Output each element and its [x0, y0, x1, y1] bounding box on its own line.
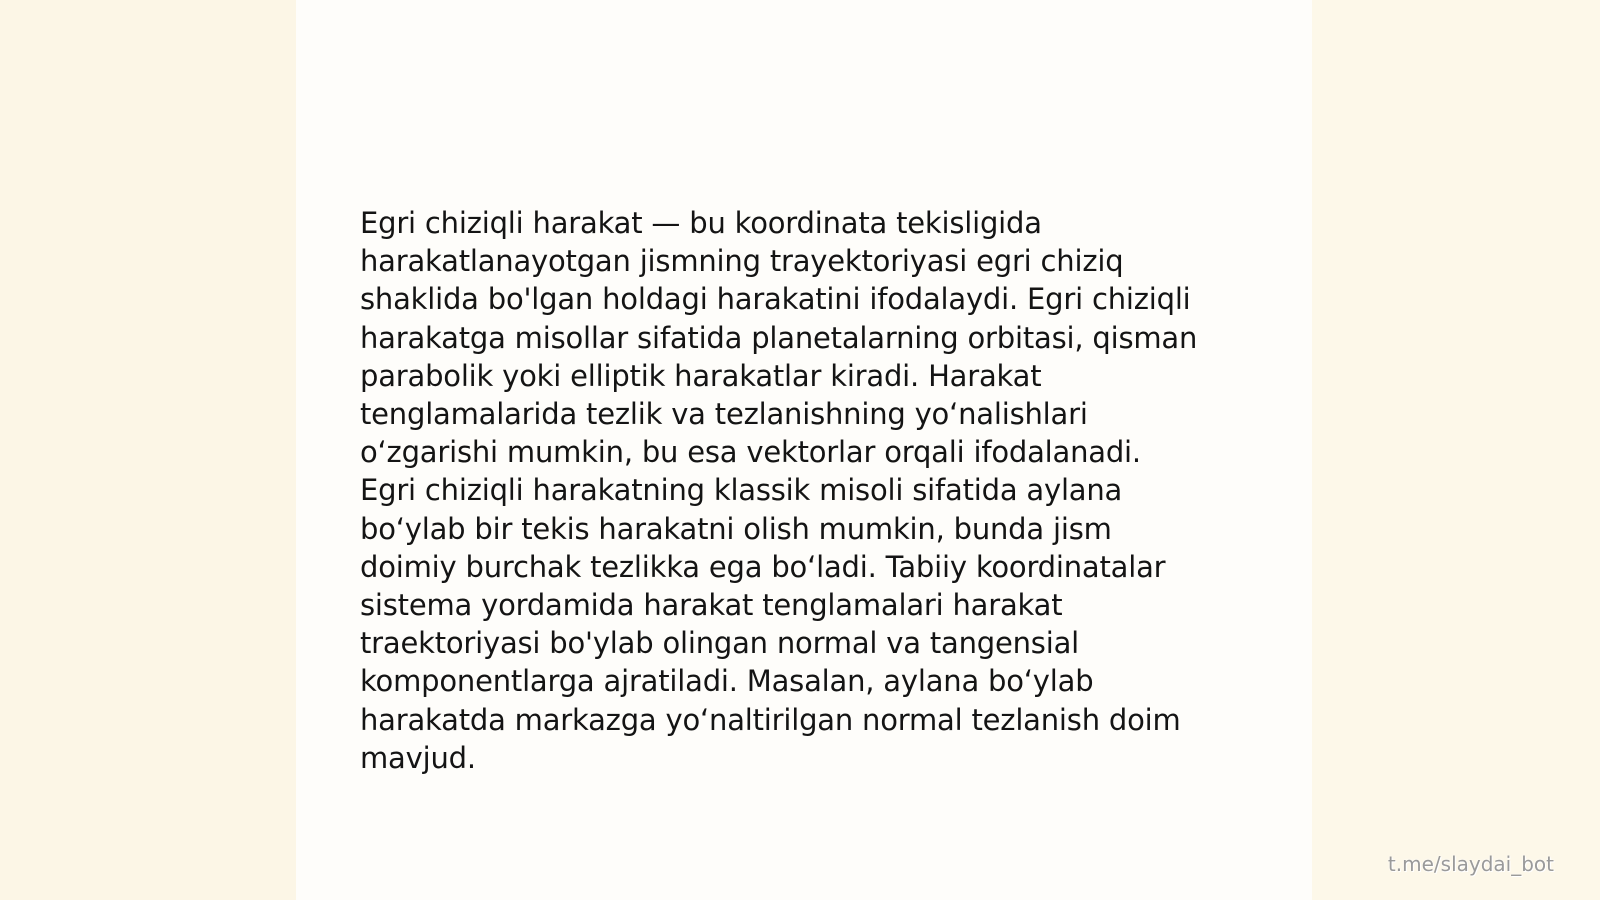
text-line: komponentlarga ajratiladi. Masalan, aylana boʻylab	[360, 664, 1094, 699]
right-margin-band	[1312, 0, 1600, 900]
text-line: traektoriyasi bo'ylab olingan normal va tangensial	[360, 626, 1079, 661]
text-line: doimiy burchak tezlikka ega boʻladi. Tabiiy koordinatalar	[360, 549, 1166, 584]
text-line: Egri chiziqli harakatning klassik misoli sifatida aylana	[360, 473, 1123, 508]
left-margin-band	[0, 0, 296, 900]
text-line: shaklida bo'lgan holdagi harakatini ifodalaydi. Egri chiziqli	[360, 282, 1191, 317]
slide-body-text	[360, 204, 1260, 777]
text-line: oʻzgarishi mumkin, bu esa vektorlar orqali ifodalanadi.	[360, 435, 1141, 470]
text-line: harakatlanayotgan jismning trayektoriyasi egri chiziq	[360, 244, 1124, 279]
watermark-link: t.me/slaydai_bot	[1387, 852, 1554, 876]
text-line: mavjud.	[360, 740, 476, 775]
text-line: sistema yordamida harakat tenglamalari harakat	[360, 588, 1063, 623]
text-line: parabolik yoki elliptik harakatlar kiradi. Harakat	[360, 358, 1042, 393]
text-line: harakatda markazga yoʻnaltirilgan normal tezlanish doim	[360, 702, 1181, 737]
text-line: Egri chiziqli harakat — bu koordinata tekisligida	[360, 206, 1042, 240]
text-line: harakatga misollar sifatida planetalarning orbitasi, qisman	[360, 320, 1198, 355]
text-line: boʻylab bir tekis harakatni olish mumkin, bunda jism	[360, 511, 1112, 546]
text-line: tenglamalarida tezlik va tezlanishning yoʻnalishlari	[360, 397, 1088, 432]
